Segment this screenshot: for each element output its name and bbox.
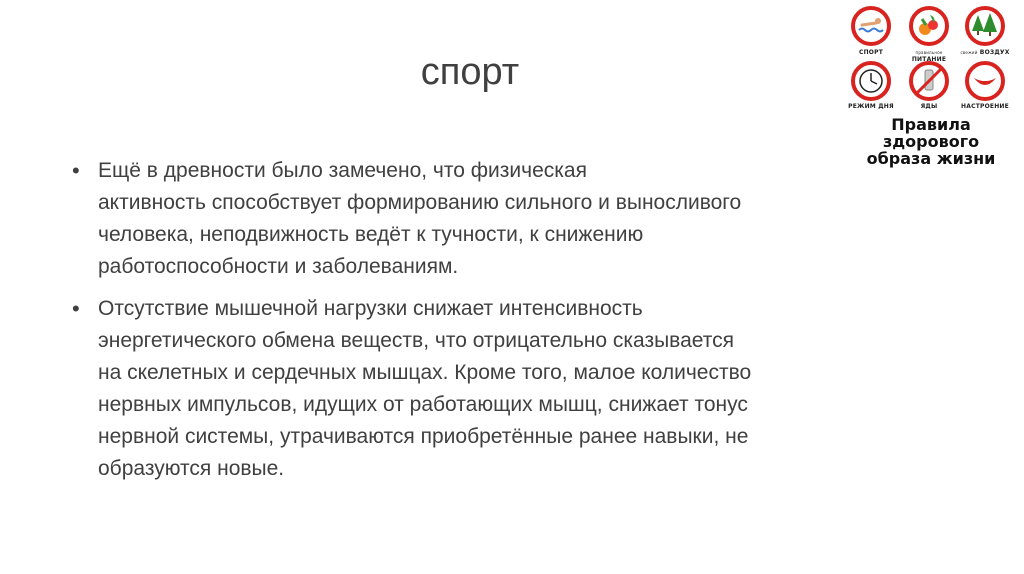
smile-icon — [964, 60, 1006, 102]
vegetables-icon — [908, 5, 950, 47]
bullet-marker: • — [72, 158, 80, 183]
bottle-crossed-icon — [908, 60, 950, 102]
sign-label-air: свежий ВОЗДУХ — [960, 49, 1010, 56]
bullet-text: Отсутствие мышечной нагрузки снижает интенсивность энергетического обмена веществ, что отрицательно сказывается на скелетных и сердечных мышцах. Кроме того, малое количество нервных импульсов, идущих от работающих мышц, снижает тонус нервной системы, утрачиваются приобретённые ранее навыки, не образуются новые. — [98, 297, 752, 480]
bullet-list — [72, 155, 952, 495]
sign-label-sport: СПОРТ — [858, 49, 883, 56]
sign-label-regime: РЕЖИМ ДНЯ — [848, 103, 894, 110]
bullet-marker: • — [72, 296, 80, 321]
slide-title: спорт — [420, 51, 520, 93]
swimmer-icon — [850, 5, 892, 47]
healthy-lifestyle-poster — [846, 0, 1016, 190]
bullet-text: Ещё в древности было замечено, что физическая активность способствует формированию сильного и выносливого человека, неподвижность ведёт к тучности, к снижению работоспособности и заболеваниям. — [98, 159, 742, 278]
sign-label-mood: НАСТРОЕНИЕ — [961, 103, 1009, 110]
sign-label-food: правильное ПИТАНИЕ — [911, 50, 947, 63]
poster-caption: Правила здорового образа жизни — [866, 115, 996, 168]
bullet-item — [72, 155, 952, 283]
clock-icon — [850, 60, 892, 102]
sign-label-poisons: ЯДЫ — [920, 103, 938, 110]
bullet-item — [72, 293, 952, 485]
trees-icon — [964, 5, 1006, 47]
